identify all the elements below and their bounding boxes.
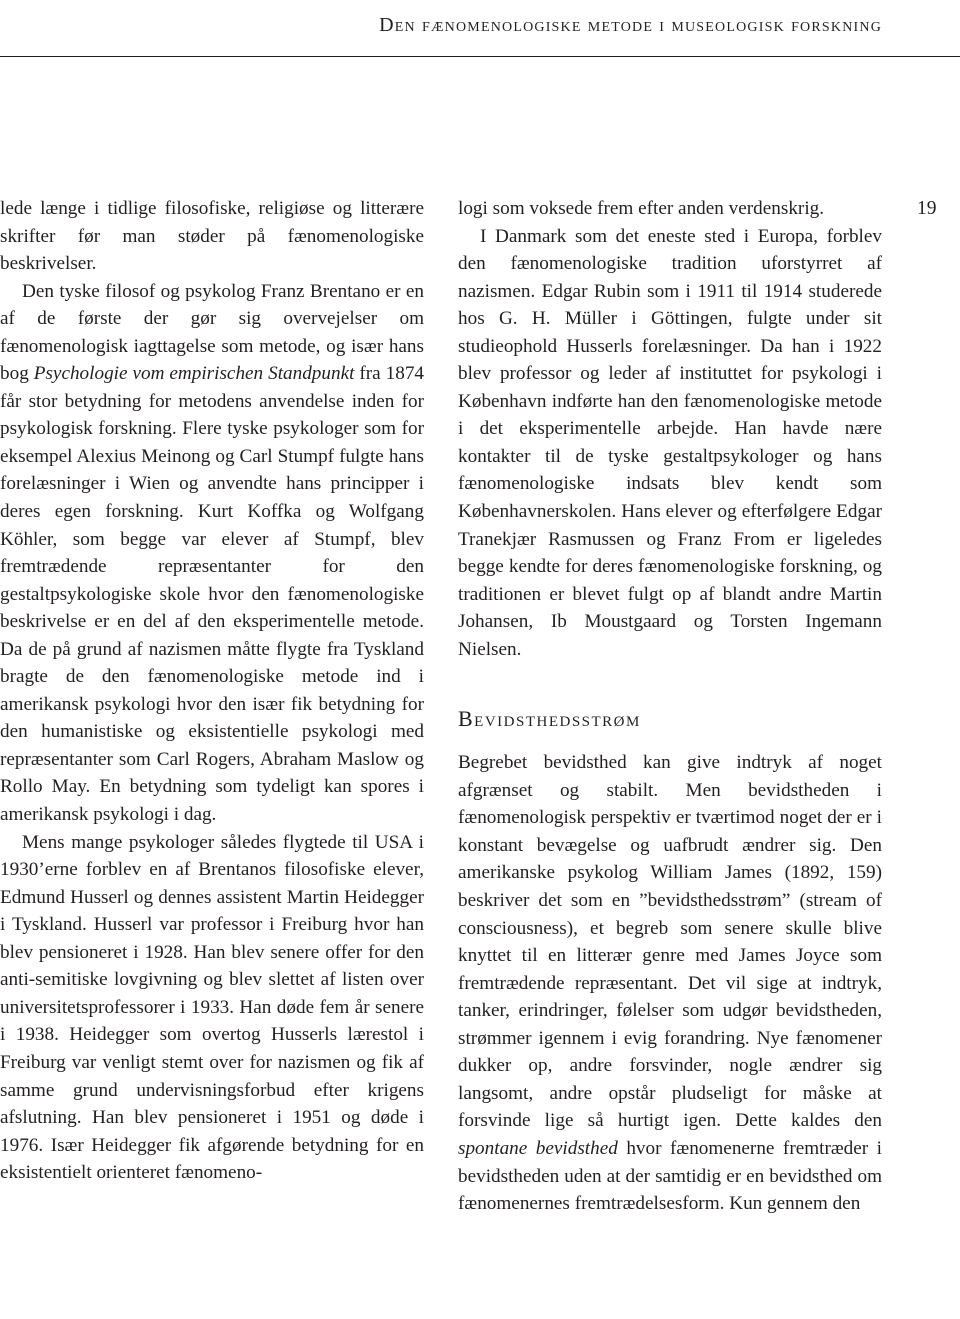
running-head: Den fænomenologiske metode i museologisk forskning [379, 14, 882, 36]
right-paragraph-2: I Danmark som det eneste sted i Europa, forblev den fænomenologiske tradition uforstyrret af nazismen. Edgar Rubin som i 1911 til 1914 studerede hos G. H. Müller i Göttingen, fulgte under sit studieophold Husserls forelæsninger. Da han i 1922 blev professor og leder af instituttet for psykologi i København indførte han den fænomenologiske metode i det eksperimentelle arbejde. Han havde nære kontakter til de tyske gestaltpsykologer og hans fænomenologiske indsats blev kendt som Københavnerskolen. Hans elever og efterfølgere Edgar Tranekjær Rasmussen og Franz From er ligeledes begge kendte for deres fænomenologiske forskning, og traditionen er blevet fulgt op af blandt andre Martin Johansen, Ib Moustgaard og Torsten Ingemann Nielsen. [458, 225, 882, 660]
left-paragraph-2-start: Den tyske filosof og psykolog Franz Brentano er en af de første der gør sig overvejelser om fænomenologisk iagttagelse som metode, og især hans bog [0, 280, 424, 385]
right-column [458, 195, 882, 1218]
book-title: Psychologie vom empirischen Standpunkt [33, 363, 355, 385]
header-rule [0, 56, 960, 57]
right-paragraph-1: logi som voksede frem efter anden verdenskrig. [458, 198, 825, 219]
section-heading: Bevidsthedsstrøm [458, 706, 641, 732]
italic-term: spontane bevidsthed [458, 1137, 618, 1159]
left-paragraph-3: Mens mange psykologer således flygtede til USA i 1930’erne forblev en af Brentanos filosofiske elever, Edmund Husserl og dennes assistent Martin Heidegger i Tyskland. Husserl var professor i Freiburg hvor han blev pensioneret i 1928. Han blev senere offer for den anti-semitiske lovgivning og blev slettet af listen over universitetsprofessorer i 1933. Han døde fem år senere i 1938. Heidegger som overtog Husserls lærestol i Freiburg var venligt stemt over for nazismen og fik af samme grund undervisningsforbud efter krigens afslutning. Han blev pensioneret i 1951 og døde i 1976. Især Heidegger fik afgørende betydning for en eksistentielt orienteret fænomeno- [0, 831, 424, 1184]
right-paragraph-3-start: Begrebet bevidsthed kan give indtryk af noget afgrænset og stabilt. Men bevidstheden i fænomenologisk perspektiv er tværtimod noget der er i konstant bevægelse og uafbrudt ændrer sig. Den amerikanske psykolog William James (1892, 159) beskriver det som en ”bevidsthedsstrøm” (stream of consciousness), et begreb som senere skulle blive knyttet til en litterær genre med James Joyce som fremtrædende repræsentant. Det vil sige at indtryk, tanker, erindringer, følelser som udgør bevidstheden, strømmer igennem i evig forandring. Nye fænomener dukker op, andre forsvinder, nogle ændrer sig langsomt, andre opstår pludseligt for måske at forsvinde lige så hurtigt igen. Dette kaldes den [458, 752, 882, 1132]
left-paragraph-2-end: fra 1874 får stor betydning for metodens anvendelse inden for psykologisk forskning. Flere tyske psykologer som for eksempel Alexius Meinong og Carl Stumpf fulgte hans forelæsninger i Wien og anvendte hans principper i deres egen forskning. Kurt Koffka og Wolfgang Köhler, som begge var elever af Stumpf, blev fremtrædende repræsentanter for den gestaltpsykologiske skole hvor den fænomenologiske beskrivelse er en del af den eksperimentelle metode. Da de på grund af nazismen måtte flygte fra Tyskland bragte de den fænomenologiske metode ind i amerikansk psykologi hvor den især fik betydning for den humanistiske og eksistentielle psykologi med repræsentanter som Carl Rogers, Abraham Maslow og Rollo May. En betydning som tydeligt kan spores i amerikansk psykologi i dag. [0, 363, 425, 826]
left-paragraph-1: lede længe i tidlige filosofiske, religiøse og litterære skrifter før man støder på fænomenologiske beskrivelser. [0, 198, 424, 275]
page-number: 19 [917, 198, 937, 219]
left-paragraph-2 [0, 278, 424, 829]
right-paragraph-3-end: hvor fænomenerne fremtræder i bevidstheden uden at der samtidig er en bevidsthed om fænomenernes fremtrædelsesform. Kun gennem den [458, 1137, 882, 1215]
right-paragraph-3 [458, 749, 882, 1217]
left-column [0, 195, 424, 1187]
